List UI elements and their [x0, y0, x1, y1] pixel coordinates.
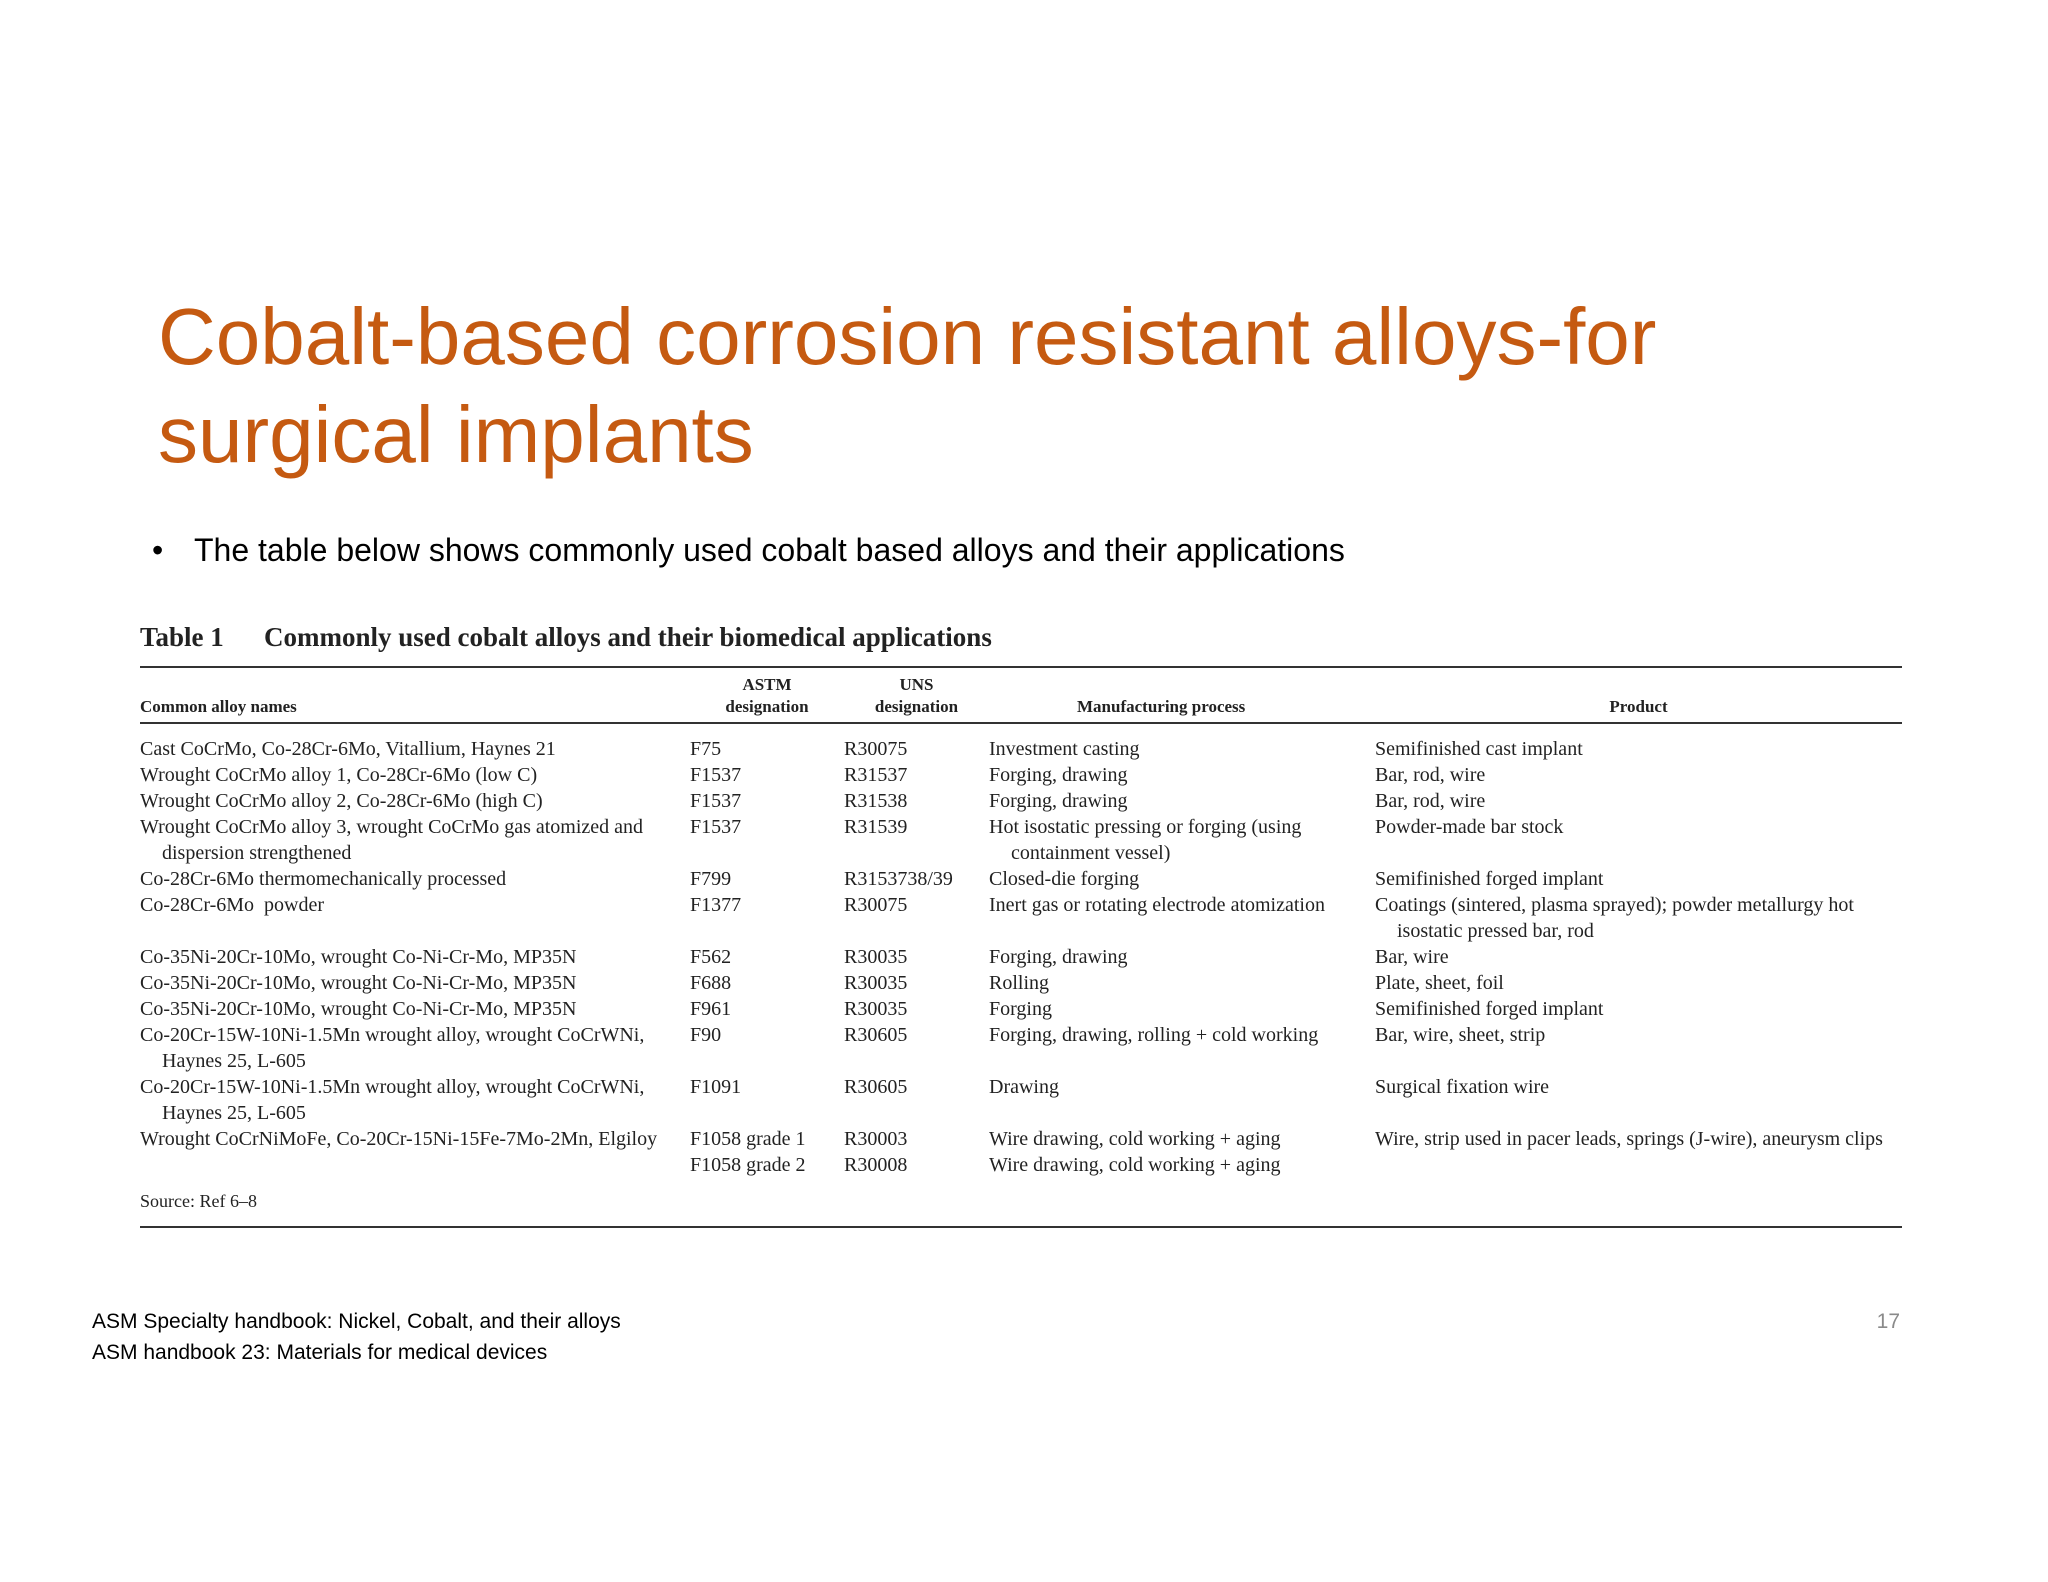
cell-astm: F1091 — [690, 1076, 742, 1098]
cell-process: Forging, drawing — [989, 790, 1128, 812]
cell-uns: R30605 — [844, 1076, 908, 1098]
header-alloy: Common alloy names — [140, 667, 690, 723]
header-uns — [844, 667, 989, 723]
title-line-1: Cobalt-based corrosion resistant alloys-for — [158, 292, 1657, 381]
cell-process: Investment casting — [989, 738, 1140, 760]
cell-process: Drawing — [989, 1076, 1059, 1098]
cell-astm: F961 — [690, 998, 732, 1020]
cell-uns: R30003 — [844, 1128, 908, 1150]
cell-process: Closed-die forging — [989, 868, 1140, 890]
cell-product: Wire, strip used in pacer leads, springs (J-wire), aneurysm clips — [1375, 1128, 1883, 1150]
cell-process: Rolling — [989, 972, 1050, 994]
cell-product: Bar, wire, sheet, strip — [1375, 1024, 1546, 1046]
title-line-2: surgical implants — [158, 390, 754, 479]
table-row — [140, 1022, 1902, 1074]
cell-astm: F1537 — [690, 816, 742, 838]
cell-astm: F799 — [690, 868, 732, 890]
cell-astm: F90 — [690, 1024, 722, 1046]
cell-alloy: Wrought CoCrMo alloy 3, wrought CoCrMo gas atomized and dispersion strengthened — [140, 816, 644, 864]
cell-alloy: Wrought CoCrNiMoFe, Co-20Cr-15Ni-15Fe-7Mo-2Mn, Elgiloy — [140, 1128, 658, 1150]
cell-astm: F1058 grade 1 — [690, 1128, 806, 1150]
footer-references — [92, 1306, 621, 1368]
cell-product: Semifinished forged implant — [1375, 998, 1604, 1020]
alloy-table — [140, 666, 1902, 1228]
table-caption-text: Commonly used cobalt alloys and their biomedical applications — [264, 622, 992, 652]
table-number: Table 1 — [140, 622, 224, 652]
table-source: Source: Ref 6–8 — [140, 1191, 257, 1211]
table-row — [140, 788, 1902, 814]
cell-uns: R3153738/39 — [844, 868, 953, 890]
cell-product: Bar, wire — [1375, 946, 1449, 968]
cell-process: Forging, drawing — [989, 946, 1128, 968]
cell-astm: F688 — [690, 972, 732, 994]
cell-astm: F1537 — [690, 790, 742, 812]
table-row — [140, 866, 1902, 892]
cell-alloy: Co-35Ni-20Cr-10Mo, wrought Co-Ni-Cr-Mo, MP35N — [140, 946, 577, 968]
footer-reference-2: ASM handbook 23: Materials for medical devices — [92, 1341, 548, 1364]
cell-uns: R31538 — [844, 790, 908, 812]
cell-astm: F1537 — [690, 764, 742, 786]
table-source-row — [140, 1178, 1902, 1227]
header-process: Manufacturing process — [989, 667, 1375, 723]
cell-uns: R30605 — [844, 1024, 908, 1046]
cell-astm: F1377 — [690, 894, 742, 916]
header-astm — [690, 667, 844, 723]
slide-title — [158, 288, 1918, 484]
cell-product: Surgical fixation wire — [1375, 1076, 1550, 1098]
cell-uns: R31537 — [844, 764, 908, 786]
cell-product: Coatings (sintered, plasma sprayed); powder metallurgy hot isostatic pressed bar, rod — [1375, 894, 1854, 942]
header-uns-line-1: UNS — [899, 675, 934, 694]
cell-process: Forging — [989, 998, 1052, 1020]
cell-alloy: Wrought CoCrMo alloy 2, Co-28Cr-6Mo (high C) — [140, 790, 543, 812]
table-header-row — [140, 667, 1902, 723]
table-row — [140, 1074, 1902, 1126]
cell-product: Bar, rod, wire — [1375, 790, 1486, 812]
cell-alloy: Co-20Cr-15W-10Ni-1.5Mn wrought alloy, wrought CoCrWNi, Haynes 25, L-605 — [140, 1076, 645, 1124]
table-row — [140, 814, 1902, 866]
cell-alloy: Co-20Cr-15W-10Ni-1.5Mn wrought alloy, wrought CoCrWNi, Haynes 25, L-605 — [140, 1024, 645, 1072]
cell-process: Inert gas or rotating electrode atomization — [989, 894, 1325, 916]
bullet-point — [152, 530, 1345, 570]
header-uns-line-2: designation — [874, 697, 959, 716]
alloy-table-figure — [140, 620, 1902, 1228]
cell-product: Powder-made bar stock — [1375, 816, 1564, 838]
table-caption — [140, 620, 1902, 654]
table-row — [140, 970, 1902, 996]
header-astm-line-2: designation — [725, 697, 809, 716]
cell-uns: R30008 — [844, 1154, 908, 1176]
cell-process: Wire drawing, cold working + aging — [989, 1154, 1281, 1176]
cell-alloy: Cast CoCrMo, Co-28Cr-6Mo, Vitallium, Haynes 21 — [140, 738, 556, 760]
cell-alloy: Co-28Cr-6Mo thermomechanically processed — [140, 868, 507, 890]
table-row — [140, 1152, 1902, 1178]
header-astm-line-1: ASTM — [742, 675, 792, 694]
page-number: 17 — [1876, 1310, 1900, 1333]
cell-uns: R30035 — [844, 946, 908, 968]
cell-alloy: Co-35Ni-20Cr-10Mo, wrought Co-Ni-Cr-Mo, MP35N — [140, 972, 577, 994]
table-row — [140, 762, 1902, 788]
cell-astm: F75 — [690, 738, 722, 760]
header-product: Product — [1375, 667, 1902, 723]
cell-product: Semifinished cast implant — [1375, 738, 1583, 760]
cell-alloy: Co-28Cr-6Mo powder — [140, 894, 325, 916]
cell-uns: R30035 — [844, 998, 908, 1020]
table-row — [140, 723, 1902, 762]
cell-uns: R31539 — [844, 816, 908, 838]
cell-alloy: Co-35Ni-20Cr-10Mo, wrought Co-Ni-Cr-Mo, MP35N — [140, 998, 577, 1020]
table-row — [140, 1126, 1902, 1152]
cell-process: Forging, drawing, rolling + cold working — [989, 1024, 1319, 1046]
cell-process: Wire drawing, cold working + aging — [989, 1128, 1281, 1150]
cell-astm: F1058 grade 2 — [690, 1154, 806, 1176]
cell-uns: R30075 — [844, 894, 908, 916]
cell-astm: F562 — [690, 946, 732, 968]
cell-product: Plate, sheet, foil — [1375, 972, 1504, 994]
cell-uns: R30035 — [844, 972, 908, 994]
cell-product: Semifinished forged implant — [1375, 868, 1604, 890]
cell-process: Forging, drawing — [989, 764, 1128, 786]
cell-alloy: Wrought CoCrMo alloy 1, Co-28Cr-6Mo (low C) — [140, 764, 538, 786]
cell-product: Bar, rod, wire — [1375, 764, 1486, 786]
cell-process: Hot isostatic pressing or forging (using containment vessel) — [989, 816, 1302, 864]
bullet-text: The table below shows commonly used cobalt based alloys and their applications — [194, 532, 1345, 568]
table-row — [140, 944, 1902, 970]
table-row — [140, 996, 1902, 1022]
cell-uns: R30075 — [844, 738, 908, 760]
footer-reference-1: ASM Specialty handbook: Nickel, Cobalt, and their alloys — [92, 1310, 621, 1333]
table-row — [140, 892, 1902, 944]
bullet-symbol: • — [152, 532, 164, 568]
